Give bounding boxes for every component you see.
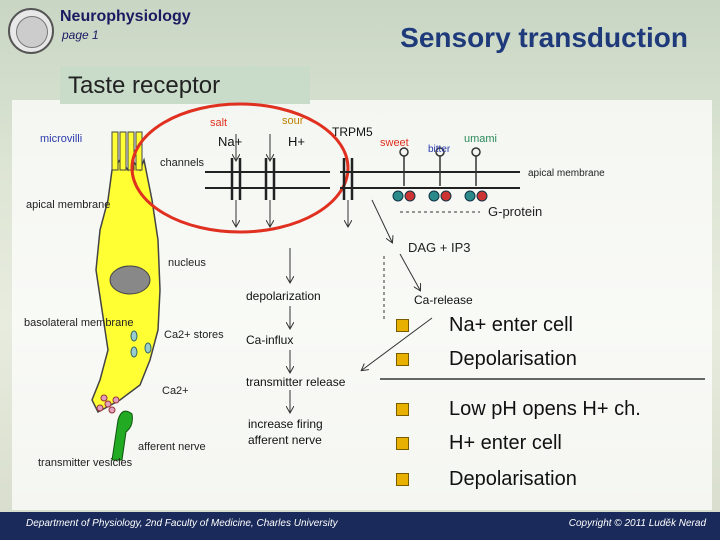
label-basolateral-membrane: basolateral membrane (24, 317, 134, 329)
bullet-icon (396, 473, 409, 486)
label-ca: Ca2+ (162, 385, 189, 397)
label-trpm5: TRPM5 (332, 125, 373, 139)
ion-channels (232, 158, 352, 200)
label-apical-membrane-right: apical membrane (528, 168, 605, 179)
afferent-nerve-shape (112, 411, 132, 460)
page-title: Sensory transduction (400, 22, 688, 53)
footer-copyright: Copyright © 2011 Luděk Nerad (568, 518, 706, 529)
label-sweet: sweet (380, 137, 409, 149)
label-g-protein: G-protein (488, 204, 543, 219)
page-number: page 1 (62, 28, 99, 42)
bullet-bottom-1: H+ enter cell (396, 432, 562, 455)
label-transmitter-vesicles: transmitter vesicles (38, 457, 133, 469)
label-ca-release: Ca-release (414, 293, 473, 307)
label-ca-influx: Ca-influx (246, 333, 294, 347)
bullet-icon (396, 437, 409, 450)
bullet-bottom-2: Depolarisation (396, 468, 577, 491)
label-transmitter-release: transmitter release (246, 375, 346, 389)
bullet-bottom-0: Low pH opens H+ ch. (396, 398, 641, 421)
label-sour: sour (282, 115, 304, 127)
label-increase-firing: increase firing (248, 417, 323, 431)
nucleus-shape (110, 266, 150, 294)
label-afferent-nerve: afferent nerve (138, 441, 206, 453)
label-na: Na+ (218, 134, 243, 149)
label-nucleus: nucleus (168, 257, 206, 269)
subtitle: Taste receptor (68, 72, 221, 99)
bullet-icon (396, 353, 409, 366)
bullet-icon (396, 319, 409, 332)
separator-line (380, 378, 705, 380)
label-h: H+ (288, 134, 305, 149)
bullet-top-0: Na+ enter cell (396, 314, 573, 337)
course-name: Neurophysiology (60, 8, 191, 25)
label-ca-stores: Ca2+ stores (164, 329, 224, 341)
label-afferent-nerve-2: afferent nerve (248, 433, 322, 447)
label-depolarization: depolarization (246, 289, 321, 303)
bullet-icon (396, 403, 409, 416)
label-dag-ip3: DAG + IP3 (408, 240, 471, 255)
label-umami: umami (464, 133, 498, 145)
label-bitter: bitter (428, 144, 451, 155)
label-microvilli: microvilli (40, 133, 83, 145)
label-salt: salt (210, 117, 228, 129)
label-channels: channels (160, 157, 205, 169)
label-apical-membrane: apical membrane (26, 199, 111, 211)
bullet-top-1: Depolarisation (396, 348, 577, 371)
footer-institution: Department of Physiology, 2nd Faculty of Medicine, Charles University (26, 518, 338, 529)
